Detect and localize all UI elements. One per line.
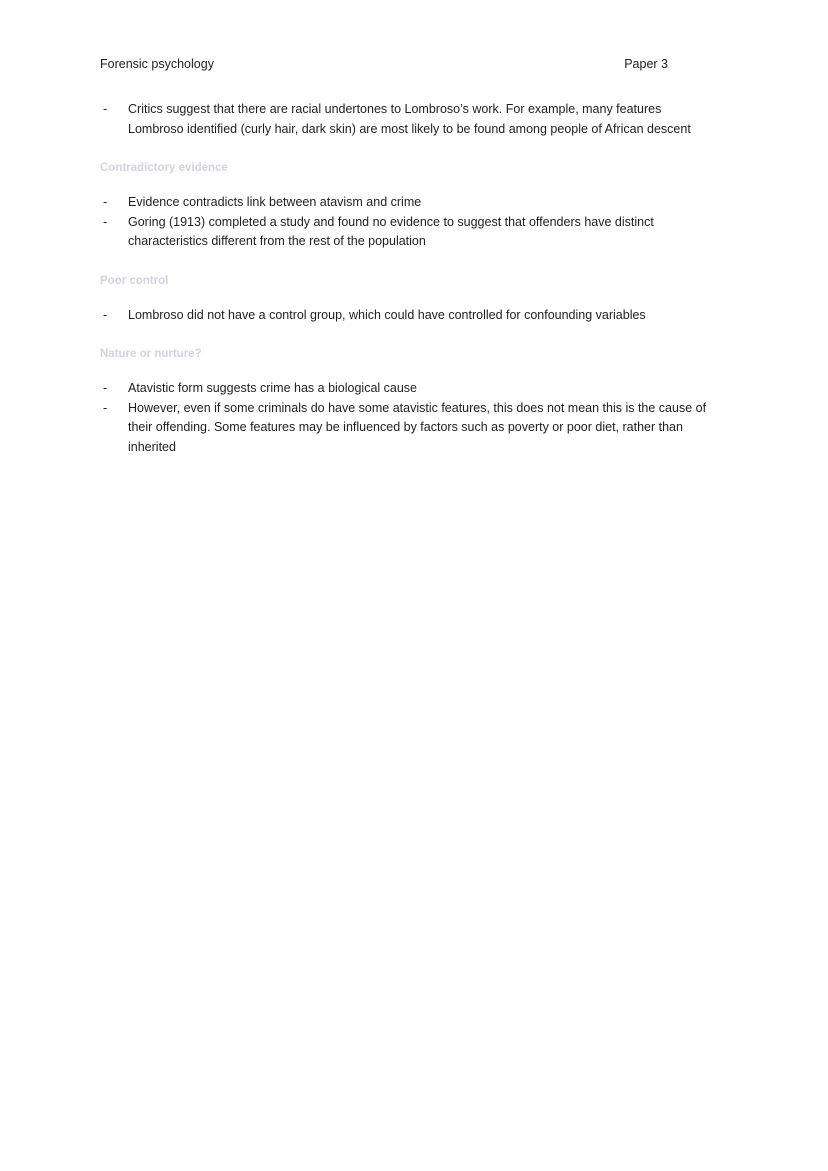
intro-bullet-list — [100, 100, 710, 139]
list-item — [100, 306, 710, 326]
bullet-dash: - — [103, 214, 108, 229]
bullet-dash: - — [103, 400, 108, 415]
section-heading-contradictory-evidence: Contradictory evidence — [100, 162, 228, 174]
bullet-text: Critics suggest that there are racial undertones to Lombroso’s work. For example, many features Lombroso identified (curly hair, dark skin) are most likely to be found among people of African descent — [128, 102, 691, 136]
bullet-text: However, even if some criminals do have some atavistic features, this does not mean this is the cause of their offending. Some features may be influenced by factors such as poverty or poor diet, rather than inherited — [128, 400, 707, 454]
bullet-text: Atavistic form suggests crime has a biological cause — [128, 381, 418, 395]
section-heading-nature-or-nurture: Nature or nurture? — [100, 348, 202, 360]
section-bullet-list — [100, 193, 710, 252]
bullet-text: Evidence contradicts link between atavism and crime — [128, 195, 422, 209]
section-bullet-list — [100, 306, 710, 326]
list-item — [100, 213, 710, 252]
header-title: Forensic psychology — [100, 57, 214, 71]
bullet-dash: - — [103, 195, 108, 209]
bullet-dash: - — [103, 307, 108, 322]
bullet-dash: - — [103, 102, 108, 116]
list-item — [100, 100, 710, 139]
list-item — [100, 399, 710, 458]
bullet-dash: - — [103, 381, 108, 395]
page-content — [100, 100, 710, 457]
list-item — [100, 193, 710, 213]
section-heading-poor-control: Poor control — [100, 274, 169, 287]
header-paper: Paper 3 — [624, 57, 668, 71]
bullet-text: Goring (1913) completed a study and found no evidence to suggest that offenders have distinct characteristics different from the rest of the population — [128, 214, 654, 248]
section-bullet-list — [100, 379, 710, 457]
page-header — [100, 57, 668, 75]
list-item — [100, 379, 710, 399]
bullet-text: Lombroso did not have a control group, which could have controlled for confounding variables — [128, 307, 646, 322]
